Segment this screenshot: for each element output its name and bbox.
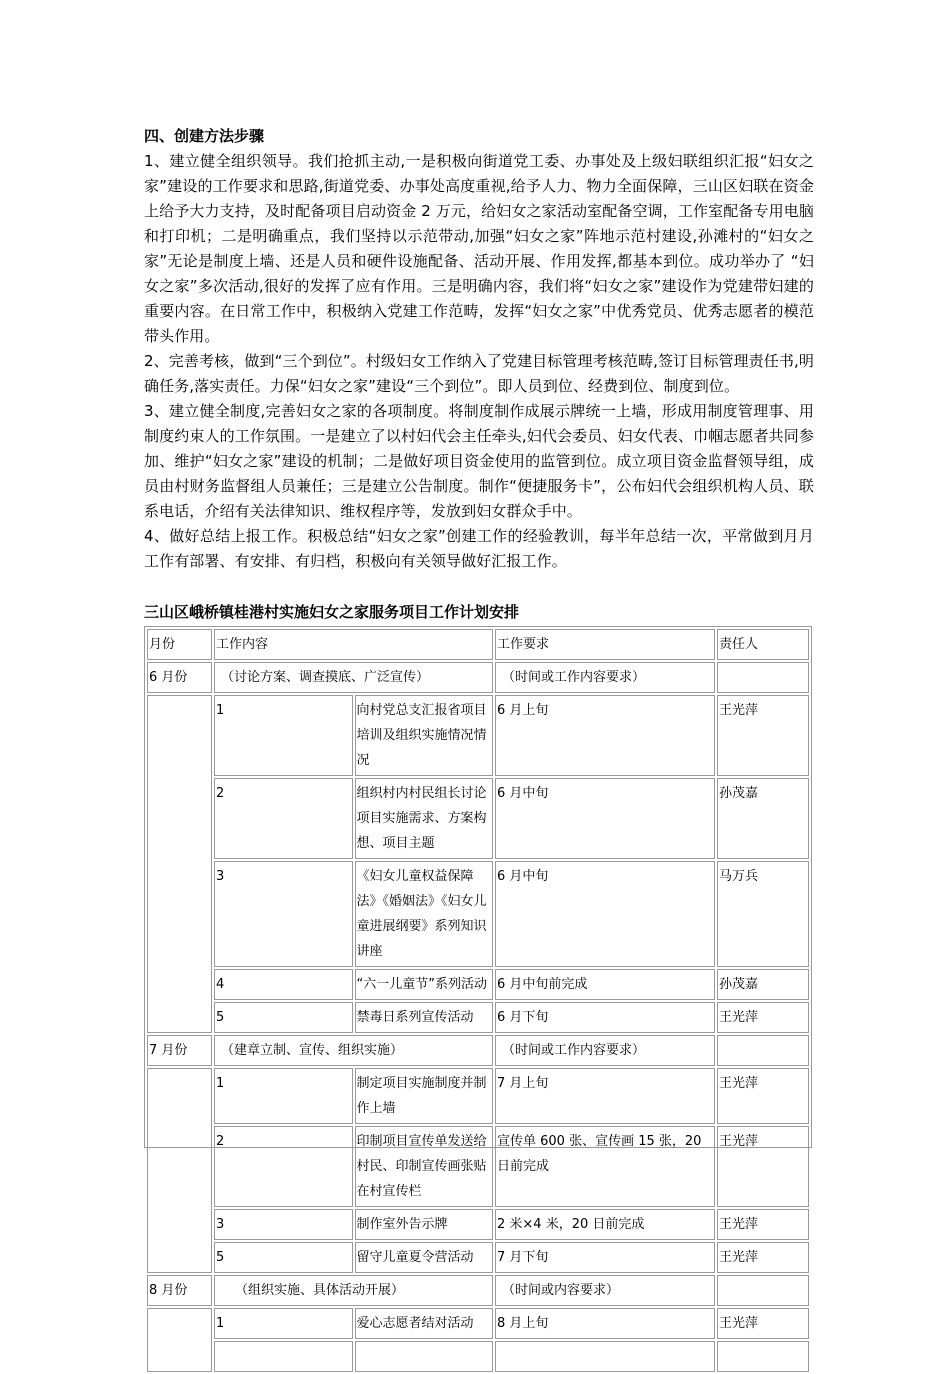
table-row: [147, 1035, 809, 1066]
table-row: [147, 861, 809, 967]
row-content: 向村党总支汇报省项目培训及组织实施情况情况: [355, 695, 494, 776]
header-month: 月份: [147, 629, 212, 660]
row-person: 王光萍: [717, 1209, 809, 1240]
row-person: 马万兵: [717, 861, 809, 967]
row-number: 5: [214, 1242, 353, 1273]
table-row: [147, 1126, 809, 1207]
table-row: [147, 1341, 809, 1372]
row-requirement: 6 月中旬: [495, 778, 715, 859]
table-title: 三山区峨桥镇桂港村实施妇女之家服务项目工作计划安排: [144, 603, 520, 621]
header-requirement: 工作要求: [495, 629, 715, 660]
row-requirement: 宣传单 600 张、宣传画 15 张，20 日前完成: [495, 1126, 715, 1207]
plan-table: [145, 627, 811, 1374]
header-person: 责任人: [717, 629, 809, 660]
section-summary: （建章立制、宣传、组织实施）: [214, 1035, 493, 1066]
section-summary-req: （时间或工作内容要求）: [495, 662, 715, 693]
table-row: [147, 1068, 809, 1124]
table-header-row: [147, 629, 809, 660]
table-row: [147, 778, 809, 859]
row-person: [717, 1341, 809, 1372]
month-span-cell: [147, 695, 212, 1033]
row-content: 制作室外告示牌: [355, 1209, 494, 1240]
section-heading: 四、创建方法步骤: [144, 127, 265, 145]
table-row: [147, 969, 809, 1000]
table-row: [147, 695, 809, 776]
row-number: 1: [214, 1068, 353, 1124]
row-content: 印制项目宣传单发送给村民、印制宣传画张贴在村宣传栏: [355, 1126, 494, 1207]
row-number: 3: [214, 1209, 353, 1240]
row-content: 爱心志愿者结对活动: [355, 1308, 494, 1339]
row-content: 制定项目实施制度并制作上墙: [355, 1068, 494, 1124]
row-number: 3: [214, 861, 353, 967]
row-requirement: [495, 1341, 715, 1372]
row-content: “六一儿童节”系列活动: [355, 969, 494, 1000]
row-number: [214, 1341, 353, 1372]
row-person: 王光萍: [717, 695, 809, 776]
document-page: [144, 124, 814, 1331]
month-span-cell: [147, 1068, 212, 1273]
section-summary: （组织实施、具体活动开展）: [214, 1275, 493, 1306]
row-requirement: 6 月上旬: [495, 695, 715, 776]
paragraph-1: 1、建立健全组织领导。我们抢抓主动,一是积极向街道党工委、办事处及上级妇联组织汇报“妇女之家”建设的工作要求和思路,街道党委、办事处高度重视,给予人力、物力全面保障，三山区妇联在资金上给予大力支持，及时配备项目启动资金 2 万元，给妇女之家活动室配备空调，工作室配备专用电脑和打印机；二是明确重点，我们坚持以示范带动,加强“妇女之家”阵地示范村建设,孙滩村的“妇女之家”无论是制度上墙、还是人员和硬件设施配备、活动开展、作用发挥,都基本到位。成功举办了 “妇女之家”多次活动,很好的发挥了应有作用。三是明确内容，我们将“妇女之家”建设作为党建带妇建的重要内容。在日常工作中，积极纳入党建工作范畴，发挥“妇女之家”中优秀党员、优秀志愿者的模范带头作用。: [144, 152, 814, 345]
month-span-cell: [147, 1308, 212, 1372]
header-content: 工作内容: [214, 629, 493, 660]
row-content: [355, 1341, 494, 1372]
row-number: 4: [214, 969, 353, 1000]
table-row: [147, 1242, 809, 1273]
month-cell: 6 月份: [147, 662, 212, 693]
row-requirement: 6 月中旬: [495, 861, 715, 967]
row-number: 1: [214, 1308, 353, 1339]
row-content: 禁毒日系列宣传活动: [355, 1002, 494, 1033]
section-summary-req: （时间或工作内容要求）: [495, 1035, 715, 1066]
row-person: 王光萍: [717, 1068, 809, 1124]
table-row: [147, 662, 809, 693]
row-content: 《妇女儿童权益保障法》《婚姻法》《妇女儿童进展纲要》系列知识讲座: [355, 861, 494, 967]
row-person: 孙茂嘉: [717, 778, 809, 859]
row-number: 2: [214, 1126, 353, 1207]
section-summary-person: [717, 1035, 809, 1066]
row-requirement: 7 月上旬: [495, 1068, 715, 1124]
row-person: 王光萍: [717, 1308, 809, 1339]
section-summary-req: （时间或内容要求）: [495, 1275, 715, 1306]
plan-table-frame: [144, 626, 812, 1331]
row-person: 王光萍: [717, 1002, 809, 1033]
table-row: [147, 1275, 809, 1306]
row-requirement: 7 月下旬: [495, 1242, 715, 1273]
section-summary: （讨论方案、调查摸底、广泛宣传）: [214, 662, 493, 693]
row-content: 留守儿童夏令营活动: [355, 1242, 494, 1273]
row-requirement: 2 米×4 米，20 日前完成: [495, 1209, 715, 1240]
paragraph-4: 4、做好总结上报工作。积极总结“妇女之家”创建工作的经验教训，每半年总结一次，平常做到月月工作有部署、有安排、有归档，积极向有关领导做好汇报工作。: [144, 527, 814, 570]
row-number: 2: [214, 778, 353, 859]
row-requirement: 6 月下旬: [495, 1002, 715, 1033]
row-person: 王光萍: [717, 1242, 809, 1273]
month-cell: 7 月份: [147, 1035, 212, 1066]
table-row: [147, 1002, 809, 1033]
row-requirement: 6 月中旬前完成: [495, 969, 715, 1000]
row-number: 5: [214, 1002, 353, 1033]
table-row: [147, 1209, 809, 1240]
row-person: 孙茂嘉: [717, 969, 809, 1000]
section-summary-person: [717, 662, 809, 693]
paragraph-2: 2、完善考核，做到“三个到位”。村级妇女工作纳入了党建目标管理考核范畴,签订目标管理责任书,明确任务,落实责任。力保“妇女之家”建设“三个到位”。即人员到位、经费到位、制度到位。: [144, 352, 814, 395]
row-content: 组织村内村民组长讨论项目实施需求、方案构想、项目主题: [355, 778, 494, 859]
section-summary-person: [717, 1275, 809, 1306]
row-requirement: 8 月上旬: [495, 1308, 715, 1339]
row-person: 王光萍: [717, 1126, 809, 1207]
row-number: 1: [214, 695, 353, 776]
month-cell: 8 月份: [147, 1275, 212, 1306]
paragraph-3: 3、建立健全制度,完善妇女之家的各项制度。将制度制作成展示牌统一上墙，形成用制度管理事、用制度约束人的工作氛围。一是建立了以村妇代会主任牵头,妇代会委员、妇女代表、巾帼志愿者共同参加、维护“妇女之家”建设的机制；二是做好项目资金使用的监管到位。成立项目资金监督领导组，成员由村财务监督组人员兼任；三是建立公告制度。制作“便捷服务卡”，公布妇代会组织机构人员、联系电话，介绍有关法律知识、维权程序等，发放到妇女群众手中。: [144, 402, 814, 520]
table-row: [147, 1308, 809, 1339]
